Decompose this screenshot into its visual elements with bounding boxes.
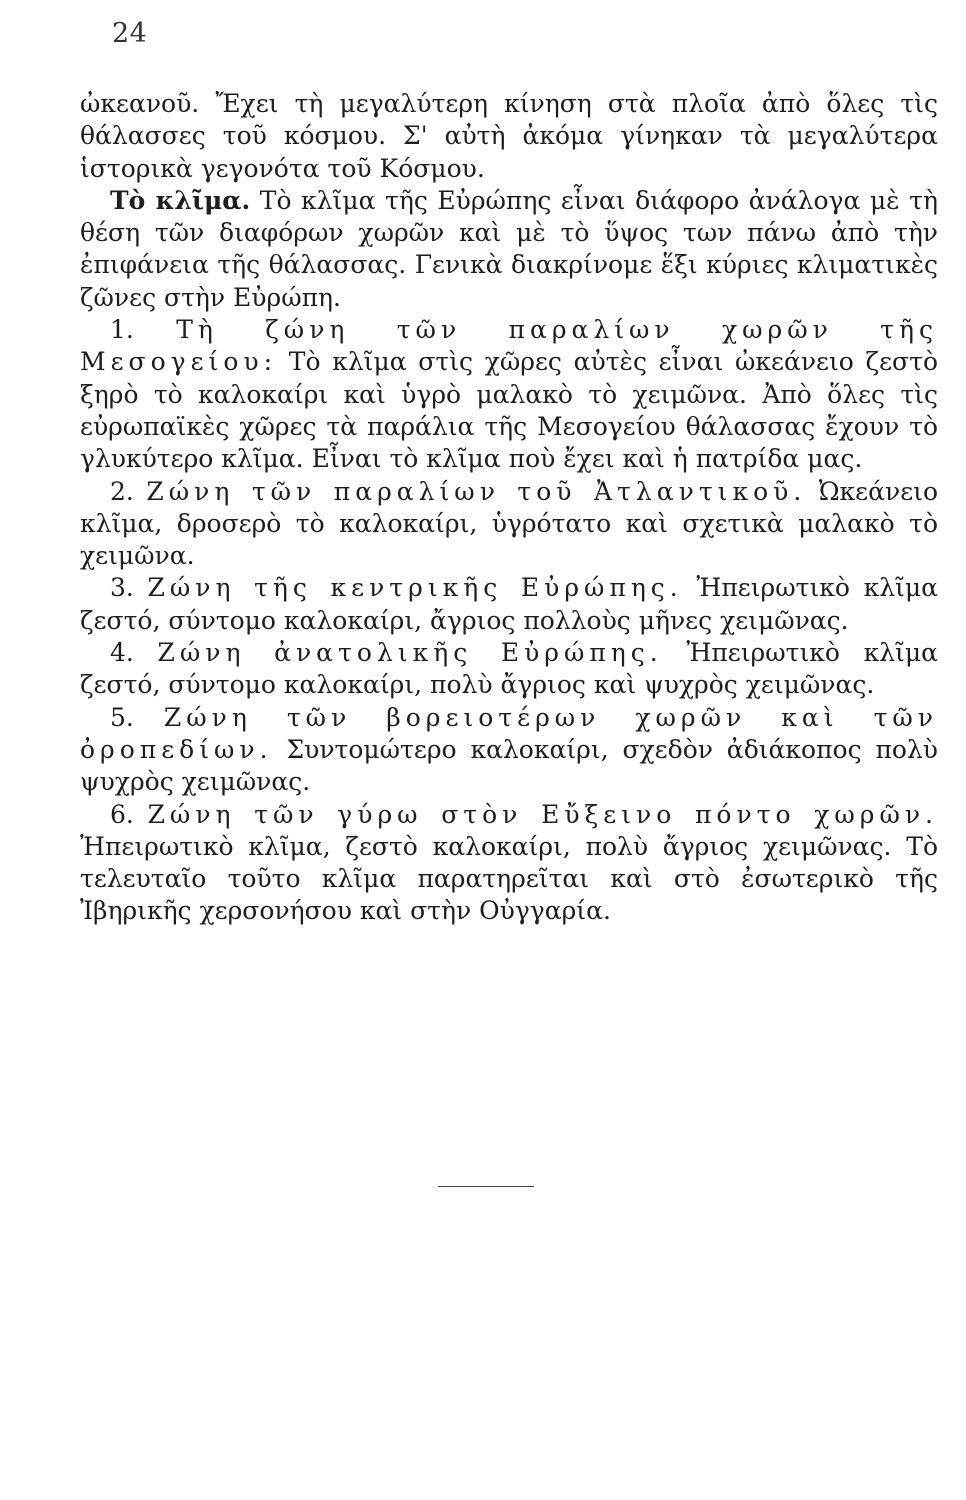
zone-number: 2. <box>110 476 134 506</box>
page-number: 24 <box>112 18 148 49</box>
zone-text: Ἠπειρωτικὸ κλῖμα, ζεστὸ καλοκαίρι, πολὺ ἄγριος χειμῶνας. Τὸ τελευταῖο τοῦτο κλῖμα παρατηρεῖται καὶ στὸ ἐσωτερικὸ τῆς Ἰβηρικῆς χερσονήσου καὶ στὴν Οὐγγαρία. <box>80 831 938 926</box>
zone-number: 1. <box>110 315 134 345</box>
zone-paragraph-1 <box>80 314 938 475</box>
zone-paragraph-4 <box>80 637 938 702</box>
zone-name: Τὴ ζώνη τῶν παραλίων χωρῶν τῆς Μεσογείου: <box>80 315 938 377</box>
zone-text: Συντομώτερο καλοκαίρι, σχεδὸν ἀδιάκοπος πολὺ ψυχρὸς χειμῶνας. <box>80 734 938 797</box>
body-text <box>80 88 938 928</box>
section-heading: Τὸ κλῖμα. <box>110 185 251 215</box>
zone-paragraph-6 <box>80 799 938 928</box>
zone-name: Ζώνη τῆς κεντρικῆς Εὐρώπης. <box>147 573 683 603</box>
zone-text: Ἠπειρωτικὸ κλῖμα ζεστό, σύντομο καλοκαίρι, ἄγριος πολλοὺς μῆνες χειμῶνας. <box>80 573 938 635</box>
section-end-rule <box>438 1186 534 1187</box>
zone-name: Ζώνη τῶν γύρω στὸν Εὔξεινο πόντο χωρῶν. <box>147 799 938 829</box>
zone-number: 6. <box>110 799 134 829</box>
zone-name: Ζώνη ἀνατολικῆς Εὐρώπης. <box>157 638 663 668</box>
zone-text: Ἠπειρωτικὸ κλῖμα ζεστό, σύντομο καλοκαίρι, πολὺ ἄγριος καὶ ψυχρὸς χειμῶνας. <box>80 638 938 700</box>
zone-name: Ζώνη τῶν παραλίων τοῦ Ἀτλαντικοῦ. <box>146 476 807 506</box>
zone-text: Ὠκεάνειο κλῖμα, δροσερὸ τὸ καλοκαίρι, ὑγρότατο καὶ σχετικὰ μαλακὸ τὸ χειμῶνα. <box>80 476 939 571</box>
zone-paragraph-5 <box>80 702 938 799</box>
zone-name: Ζώνη τῶν βορειοτέρων χωρῶν καὶ τῶν ὀροπεδίων. <box>80 702 938 764</box>
climate-section-paragraph <box>80 185 938 314</box>
zone-text: Τὸ κλῖμα στὶς χῶρες αὐτὲς εἶναι ὠκεάνειο ζεστὸ ξηρὸ τὸ καλοκαίρι καὶ ὑγρὸ μαλακὸ τὸ χειμῶνα. Ἀπὸ ὅλες τὶς εὐρωπαϊκὲς χῶρες τὰ παράλια τῆς Μεσογείου θάλασσας ἔχουν τὸ γλυκύτερο κλῖμα. Εἶναι τὸ κλῖμα ποὺ ἔχει καὶ ἡ πατρίδα μας. <box>80 347 938 474</box>
zone-paragraph-3 <box>80 572 938 637</box>
zone-number: 3. <box>110 573 134 603</box>
intro-paragraph: ὠκεανοῦ. Ἔχει τὴ μεγαλύτερη κίνηση στὰ πλοῖα ἀπὸ ὅλες τὶς θάλασσες τοῦ κόσμου. Σ' αὐτὴ ἀκόμα γίνηκαν τὰ μεγαλύτερα ἱστορικὰ γεγονότα τοῦ Κόσμου. <box>80 89 938 183</box>
zone-paragraph-2 <box>80 476 938 573</box>
zone-number: 4. <box>110 638 134 668</box>
zone-number: 5. <box>110 702 134 732</box>
section-text: Τὸ κλῖμα τῆς Εὐρώπης εἶναι διάφορο ἀνάλογα μὲ τὴ θέση τῶν διαφόρων χωρῶν καὶ μὲ τὸ ὕψος των πάνω ἀπὸ τὴν ἐπιφάνεια τῆς θάλασσας. Γενικὰ διακρίνομε ἕξι κύριες κλιματικὲς ζῶνες στὴν Εὐρώπη. <box>80 185 938 312</box>
